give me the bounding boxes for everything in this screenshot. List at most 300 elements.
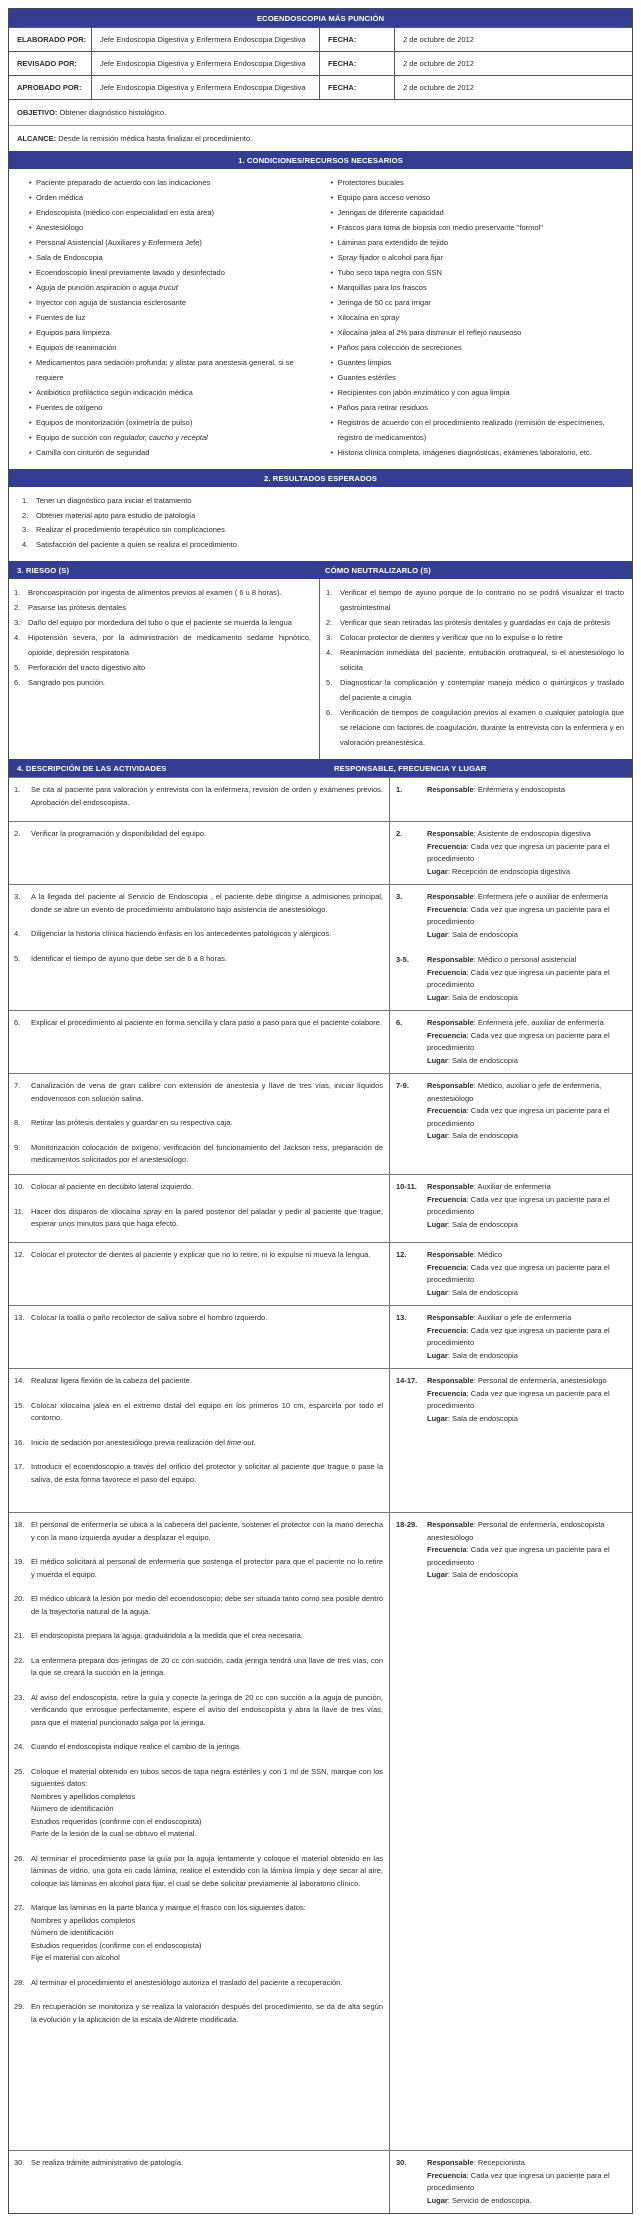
responsible-line-label: Lugar <box>427 866 448 876</box>
activity-cell <box>9 1513 389 2150</box>
result-item <box>22 523 622 538</box>
activity-item <box>14 1142 383 1167</box>
resource-item-text: Paciente preparado de acuerdo con las indicaciones <box>36 178 211 187</box>
bullet-icon: • <box>29 448 32 457</box>
resource-item-text: Equipo de succión con regulador, caucho y receptal <box>36 433 208 442</box>
neutralize-number: 6. <box>326 708 333 718</box>
responsible-line-text: : Sala de endoscopia <box>447 1219 518 1229</box>
responsible-line-text: : Cada vez que ingresa un paciente para el procedimiento <box>427 904 610 927</box>
activity-text: Realizar ligera flexión de la cabeza del paciente. <box>31 1376 192 1386</box>
risk-item <box>14 660 311 675</box>
responsible-line-text: : Enfermera jefe o auxiliar de enfermería <box>473 892 608 902</box>
role-label: REVISADO POR: <box>17 59 78 68</box>
resource-item <box>331 370 625 385</box>
responsible-cell <box>389 1306 632 1368</box>
bullet-icon: • <box>330 223 334 232</box>
bullet-icon: • <box>29 238 32 247</box>
responsible-cell <box>389 1175 632 1242</box>
responsible-line-label: Responsable <box>427 1081 474 1091</box>
resource-item <box>331 400 625 415</box>
responsible-line <box>427 1080 628 1105</box>
resource-item <box>331 175 625 190</box>
resource-item-text: Paños para retirar residuos <box>337 403 428 412</box>
resource-item <box>29 250 313 265</box>
activity-number: 19. <box>14 1557 25 1567</box>
activity-number: 2. <box>14 829 21 839</box>
responsible-block <box>396 1017 628 1067</box>
resource-item-text: Guantes limpios <box>337 358 392 367</box>
section-1-header: 1. CONDICIONES/RECURSOS NECESARIOS <box>9 151 632 169</box>
responsible-number: 6. <box>396 1018 403 1028</box>
responsible-line-label: Frecuencia <box>427 967 467 977</box>
responsible-line-text: : Sala de endoscopia <box>447 1413 518 1423</box>
neutralize-item <box>326 630 624 645</box>
activity-text: Al aviso del endoscopista, retire la guía y conecte la jeringa de 20 cc con succión a la aguja de punción, verificando que enrosque perfectamente, espere el aviso del endoscopista y abra la llave de tres vías, para que el material puncionado salga por la jeringa. <box>31 1692 383 1727</box>
responsible-line-label: Responsable <box>427 785 474 795</box>
result-number: 1. <box>22 496 29 505</box>
responsible-line <box>427 866 628 879</box>
resource-item <box>331 310 625 325</box>
responsible-line <box>427 1219 628 1232</box>
activity-number: 3. <box>14 892 21 902</box>
objetivo-text: Obtener diagnóstico histológico. <box>59 108 167 117</box>
activity-text: Retirar las prótesis dentales y guardar en su respectiva caja. <box>31 1118 233 1128</box>
neutralize-text: Verificación de tiempos de coagulación previos al examen o cualquier patología que se relacione con factores de coagulación, durante la entrevista con la enfermera y en valoración preanestésica. <box>340 708 624 748</box>
bullet-icon: • <box>29 418 32 427</box>
responsible-line <box>427 1388 628 1413</box>
activity-number: 12. <box>14 1250 25 1260</box>
responsible-line <box>427 841 628 866</box>
resource-item-text: Antibiótico profiláctico según indicación médica <box>36 388 193 397</box>
bullet-icon: • <box>29 358 32 367</box>
activity-number: 23. <box>14 1692 25 1702</box>
bullet-icon: • <box>330 208 334 217</box>
activity-row <box>9 1368 632 1512</box>
responsible-line-text: : Cada vez que ingresa un paciente para el procedimiento <box>427 967 610 990</box>
resource-item <box>331 265 625 280</box>
activity-text: Identificar el tiempo de ayuno que debe ser de 6 a 8 horas. <box>31 953 227 963</box>
responsible-line-text: : Enfermera y endoscopista <box>473 785 565 795</box>
activity-number: 27. <box>14 1903 25 1913</box>
responsible-line <box>427 1249 628 1262</box>
activity-item <box>14 1080 383 1105</box>
activity-number: 30. <box>14 2158 25 2168</box>
responsible-line-label: Lugar <box>427 1131 448 1141</box>
resource-item-text: Endoscopista (médico con especialidad en esta área) <box>36 208 215 217</box>
responsible-line-label: Frecuencia <box>427 1030 467 1040</box>
resource-item-text: Fuentes de luz <box>36 313 86 322</box>
activity-item <box>14 1741 383 1754</box>
resource-item-text: Historia clínica completa, imágenes diagnósticas, exámenes laboratorio, etc. <box>337 448 592 457</box>
approval-row <box>9 75 632 99</box>
activity-number: 1. <box>14 785 21 795</box>
bullet-icon: • <box>29 343 32 352</box>
responsible-line-label: Responsable <box>427 892 474 902</box>
responsible-line-label: Responsable <box>427 1376 474 1386</box>
activity-number: 22. <box>14 1655 25 1665</box>
responsible-line-label: Frecuencia <box>427 841 467 851</box>
fecha-value: 2 de octubre de 2012 <box>394 28 632 51</box>
risk-item <box>14 615 311 630</box>
activity-item <box>14 1655 383 1680</box>
responsible-line <box>427 992 628 1005</box>
resource-item-text: Equipos para limpieza <box>36 328 110 337</box>
responsible-line-label: Responsable <box>427 1018 474 1028</box>
resources-right-list <box>321 175 633 460</box>
activity-item <box>14 1249 383 1262</box>
activity-cell <box>9 1369 389 1512</box>
responsible-block <box>396 1080 628 1143</box>
responsible-number: 13. <box>396 1313 407 1323</box>
section-3-header <box>9 561 632 579</box>
activity-row <box>9 1305 632 1368</box>
activity-text: La enfermera prepara dos jeringas de 20 cc con succión, cada jeringa tendrá una llave de tres vías, con la que se creará la succión en la jeringa. <box>31 1655 383 1678</box>
activities-table <box>9 777 632 2213</box>
resource-item <box>331 280 625 295</box>
resource-item-text: Tubo seco tapa negra con SSN <box>337 268 442 277</box>
responsible-line <box>427 1130 628 1143</box>
responsible-line-text: : Cada vez que ingresa un paciente para el procedimiento <box>427 2170 610 2193</box>
activity-cell <box>9 885 389 1010</box>
responsible-line-label: Lugar <box>427 1413 448 1423</box>
responsible-title: RESPONSABLE, FRECUENCIA Y LUGAR <box>334 763 487 773</box>
fecha-label: FECHA: <box>319 28 394 51</box>
alcance-label: ALCANCE: <box>17 134 57 143</box>
resource-item <box>29 355 313 385</box>
responsible-line <box>427 2195 628 2208</box>
activity-item <box>14 1312 383 1325</box>
responsible-line <box>427 929 628 942</box>
activity-row <box>9 1242 632 1305</box>
activity-text: El endoscopista prepara la aguja, graduándola a la medida que el crea necesaria. <box>31 1631 303 1641</box>
section-4-header <box>9 759 632 777</box>
responsible-line-label: Lugar <box>427 1570 448 1580</box>
procedure-document <box>8 8 633 2214</box>
resource-item <box>331 250 625 265</box>
responsible-block <box>396 1312 628 1362</box>
responsible-line <box>427 1544 628 1569</box>
responsible-line <box>427 1413 628 1426</box>
activity-row <box>9 1174 632 1242</box>
neutralize-item <box>326 645 624 675</box>
responsible-line-label: Responsable <box>427 829 474 839</box>
resource-item <box>29 280 313 295</box>
bullet-icon: • <box>29 313 32 322</box>
activity-text: Inicio de sedación por anestesiólogo previa realización del time out. <box>31 1437 256 1447</box>
responsible-line-text: : Sala de endoscopia <box>447 929 518 939</box>
responsible-block <box>396 1375 628 1425</box>
risk-number: 3. <box>14 618 21 628</box>
activity-text: Colocar xilocaína jalea en el extremo distal del equipo en los primeros 10 cm, esparcirla por todo el contorno. <box>31 1400 383 1423</box>
resource-item <box>29 205 313 220</box>
responsible-line <box>427 2170 628 2195</box>
bullet-icon: • <box>29 328 32 337</box>
neutralize-item <box>326 675 624 705</box>
resource-item <box>29 220 313 235</box>
neutralize-text: Diagnosticar la complicación y contemplar manejo médico o quirúrgicos y traslado del paciente a cirugía <box>340 678 624 703</box>
resource-item-text: Fuentes de oxígeno <box>36 403 103 412</box>
responsible-line-text: : Cada vez que ingresa un paciente para el procedimiento <box>427 841 610 864</box>
responsible-line-text: : Sala de endoscopia <box>447 1055 518 1065</box>
bullet-icon: • <box>330 403 334 412</box>
responsible-line-text: : Cada vez que ingresa un paciente para el procedimiento <box>427 1106 610 1128</box>
activity-text: Coloque el material obtenido en tubos secos de tapa negra estériles y con 1 ml de SSN, marque con los siguientes datos: Nombres y apellidos completos Número de identificación Estudios requeridos (confirme con el endoscopista) Parte de la lesión de la cual se obtuvo el material. <box>31 1766 383 1839</box>
neutralize-text: Colocar protector de dientes y verificar que no lo expulse o lo retire <box>340 633 563 643</box>
responsible-lines <box>427 1080 628 1143</box>
responsible-line-text: : Médico o personal asistencial <box>473 955 577 965</box>
responsible-number: 30. <box>396 2158 407 2168</box>
activity-text: Colocar al paciente en decúbito lateral izquierdo. <box>31 1182 194 1192</box>
bullet-icon: • <box>330 328 334 337</box>
activity-row <box>9 1512 632 2150</box>
resource-item-text: Medicamentos para sedación profunda; y alistar para anestesia general, si se requiere <box>36 358 294 382</box>
resource-item <box>29 310 313 325</box>
activity-text: Diligenciar la historia clínica haciendo énfasis en los antecedentes patológicos y alérgicos. <box>31 929 332 939</box>
activity-number: 10. <box>14 1182 25 1192</box>
resource-item <box>29 415 313 430</box>
responsible-line <box>427 891 628 904</box>
responsible-line-label: Frecuencia <box>427 1262 467 1272</box>
neutralize-text: Reanimación inmediata del paciente, entubación orotraqueal, si el anestesiólogo lo solicita <box>340 648 624 673</box>
responsible-line <box>427 1105 628 1130</box>
responsible-line <box>427 1312 628 1325</box>
responsible-line <box>427 967 628 992</box>
responsible-number: 3. <box>396 892 403 902</box>
activity-item <box>14 1556 383 1581</box>
responsible-lines <box>427 828 628 878</box>
result-item <box>22 494 622 509</box>
resource-item <box>29 190 313 205</box>
activity-text: Marque las laminas en la parte blanca y marque el frasco con los siguientes datos: Nombres y apellidos completos Número de identificación Estudios requeridos (confirme con el endoscopista) Fije el material con alcohol <box>31 1903 306 1963</box>
activity-cell <box>9 2151 389 2213</box>
resource-item <box>29 430 313 445</box>
activity-row <box>9 884 632 1010</box>
activity-row <box>9 1010 632 1073</box>
responsible-line-label: Frecuencia <box>427 2170 467 2180</box>
responsible-cell <box>389 1243 632 1305</box>
bullet-icon: • <box>330 178 334 187</box>
responsible-number: 12. <box>396 1250 407 1260</box>
activity-number: 20. <box>14 1594 25 1604</box>
risk-number: 2. <box>14 603 21 613</box>
responsible-line-text: : Sala de endoscopia <box>447 1570 518 1580</box>
responsible-line-text: : Sala de endoscopia <box>447 1131 518 1141</box>
neutralize-number: 4. <box>326 648 333 658</box>
neutralize-number: 1. <box>326 588 333 598</box>
responsible-line <box>427 904 628 929</box>
responsible-block <box>396 2157 628 2207</box>
responsible-cell <box>389 1369 632 1512</box>
bullet-icon: • <box>330 448 334 457</box>
activity-text: El médico solicitará al personal de enfermería que sostenga el protector para que el paciente no lo retire y muerda el equipo. <box>31 1557 383 1579</box>
resource-item-text: Marquillas para los frascos <box>337 283 427 292</box>
activity-text: Se cita al paciente para valoración y entrevista con la enfermera, revisión de orden y exámenes previos. Aprobación del endoscopista. <box>31 785 383 807</box>
responsible-block <box>396 828 628 878</box>
risks-list <box>9 579 319 759</box>
responsible-line <box>427 1325 628 1350</box>
responsible-line-text: : Cada vez que ingresa un paciente para el procedimiento <box>427 1388 610 1411</box>
result-item <box>22 509 622 524</box>
responsible-line-label: Responsable <box>427 1182 474 1192</box>
risk-item <box>14 600 311 615</box>
responsible-cell <box>389 778 632 821</box>
activity-number: 13. <box>14 1313 25 1323</box>
neutralize-item <box>326 585 624 615</box>
resource-item-text: Orden médica <box>36 193 84 202</box>
responsible-line-text: : Cada vez que ingresa un paciente para el procedimiento <box>427 1545 610 1567</box>
bullet-icon: • <box>29 253 32 262</box>
risk-text: Perforación del tracto digestivo alto <box>28 663 146 673</box>
resource-item-text: Ecoendoscopio lineal previamente lavado y desinfectado <box>36 268 225 277</box>
activity-item <box>14 891 383 916</box>
responsible-lines <box>427 2157 628 2207</box>
responsible-number: 14-17. <box>396 1376 418 1386</box>
risks-title: 3. RIESGO (S) <box>17 565 70 575</box>
resource-item-text: Anestesiólogo <box>36 223 84 232</box>
resource-item <box>331 220 625 235</box>
activity-item <box>14 1519 383 1544</box>
approval-row <box>9 27 632 51</box>
resource-item-text: Inyector con aguja de sustancia esclerosante <box>36 298 187 307</box>
activity-text: Introducir el ecoendoscopio a través del orificio del protector y solicitar al paciente que trague o pase la saliva, de esta forma favorece el paso del equipo. <box>31 1462 383 1484</box>
activity-item <box>14 1593 383 1618</box>
resource-item-text: Jeringa de 50 cc para irrigar <box>337 298 431 307</box>
bullet-icon: • <box>330 298 334 307</box>
resource-item-text: Recipientes con jabón enzimático y con agua limpia <box>337 388 510 397</box>
bullet-icon: • <box>29 193 32 202</box>
activity-item <box>14 1437 383 1450</box>
responsible-line-text: : Servicio de endoscopia. <box>447 2195 532 2205</box>
neutralize-list <box>319 579 632 759</box>
activity-item <box>14 1461 383 1486</box>
resource-item <box>331 385 625 400</box>
activity-row <box>9 821 632 884</box>
bullet-icon: • <box>29 388 32 397</box>
activity-number: 4. <box>14 929 21 939</box>
result-text: Obtener material apto para estudio de patología <box>36 510 196 520</box>
activity-item <box>14 928 383 941</box>
fecha-value: 2 de octubre de 2012 <box>394 52 632 75</box>
activity-text: El personal de enfermería se ubica a la cabecera del paciente, sostener el protector con la mano derecha y con la mano izquierda ayudar a desplazar el equipo, <box>31 1520 383 1542</box>
bullet-icon: • <box>330 268 334 277</box>
activity-text: Hacer dos disparos de xilocaína spray en la pared posterior del paladar y pedir al paciente que trague, esperar unos minutos para que haga efecto. <box>31 1206 383 1229</box>
risk-item <box>14 585 311 600</box>
responsible-number: 18-29. <box>396 1520 418 1530</box>
responsible-cell <box>389 1011 632 1073</box>
activity-text: Colocar la toalla o paño recolector de saliva sobre el hombro izquierdo. <box>31 1313 268 1323</box>
activity-item <box>14 1400 383 1425</box>
activity-number: 15. <box>14 1400 25 1410</box>
bullet-icon: • <box>330 373 334 382</box>
bullet-icon: • <box>29 283 32 292</box>
activity-item <box>14 1853 383 1891</box>
resource-item-text: Spray fijador o alcohol para fijar <box>337 253 443 262</box>
alcance-text: Desde la remisión médica hasta finalizar el procedimiento. <box>58 134 253 143</box>
responsible-line-text: : Asistente de endoscopia digestiva <box>473 829 591 839</box>
responsible-line-label: Lugar <box>427 1350 448 1360</box>
responsible-line-text: : Cada vez que ingresa un paciente para el procedimiento <box>427 1325 610 1348</box>
activity-number: 25. <box>14 1766 25 1776</box>
responsible-lines <box>427 1181 628 1231</box>
responsible-lines <box>427 1017 628 1067</box>
responsible-line-label: Frecuencia <box>427 1388 467 1398</box>
responsible-number: 3-5. <box>396 955 409 965</box>
activity-cell <box>9 1011 389 1073</box>
risk-text: Pasarse las prótesis dentales <box>28 603 126 613</box>
activity-number: 16. <box>14 1437 25 1447</box>
responsible-number: 2. <box>396 829 403 839</box>
resource-item <box>331 415 625 445</box>
activity-text: Colocar el protector de dientes al paciente y explicar que no lo retire, ni lo expulse ni mueva la lengua. <box>31 1250 371 1260</box>
resource-item <box>29 265 313 280</box>
bullet-icon: • <box>29 298 32 307</box>
responsible-line-text: : Cada vez que ingresa un paciente para el procedimiento <box>427 1194 610 1217</box>
risk-number: 6. <box>14 678 21 688</box>
resources-section <box>9 169 632 469</box>
bullet-icon: • <box>330 238 334 247</box>
approval-table <box>9 27 632 99</box>
responsible-line-text: : Recepción de endoscopia digestiva <box>447 866 571 876</box>
activity-text: Cuando el endoscopista indique realice el cambio de la jeringa. <box>31 1742 242 1752</box>
responsible-line <box>427 1030 628 1055</box>
risk-item <box>14 630 311 660</box>
responsible-lines <box>427 1375 628 1425</box>
responsible-lines <box>427 891 628 941</box>
activity-cell <box>9 1243 389 1305</box>
role-value: Jefe Endoscopia Digestiva y Enfermera Endoscopia Digestiva <box>91 28 319 51</box>
responsible-line-text: : Cada vez que ingresa un paciente para el procedimiento <box>427 1030 610 1053</box>
activity-number: 14. <box>14 1376 25 1386</box>
responsible-line-text: : Personal de enfermería, anestesiólogo <box>473 1376 607 1386</box>
resource-item-text: Registros de acuerdo con el procedimiento realizado (remisión de especímenes, registro de medicamentos) <box>337 418 605 442</box>
activity-cell <box>9 1175 389 1242</box>
resource-item-text: Equipos de monitorización (oximetría de pulso) <box>36 418 193 427</box>
responsible-line-text: : Sala de endoscopia <box>447 1287 518 1297</box>
bullet-icon: • <box>29 268 32 277</box>
bullet-icon: • <box>330 343 334 352</box>
resource-item <box>29 340 313 355</box>
responsible-line <box>427 1017 628 1030</box>
bullet-icon: • <box>330 283 334 292</box>
responsible-line-label: Frecuencia <box>427 904 467 914</box>
activity-text: Canalización de vena de gran calibre con extensión de anestesia y llave de tres vías, iniciar líquidos endovenosos con solución salina. <box>31 1081 383 1103</box>
activity-row <box>9 777 632 821</box>
activity-number: 24. <box>14 1742 25 1752</box>
bullet-icon: • <box>330 358 334 367</box>
activity-text: A la llegada del paciente al Servicio de Endoscopia , el paciente debe dirigirse a admisiones principal, donde se abre un evento de procedimiento ambulatorio bajo asistencia de anestesiólogo. <box>31 892 383 914</box>
responsible-line <box>427 1350 628 1363</box>
activities-title: 4. DESCRIPCIÓN DE LAS ACTIVIDADES <box>17 763 167 773</box>
neutralize-title: CÓMO NEUTRALIZARLO (S) <box>325 565 431 575</box>
resource-item-text: Protectores bucales <box>337 178 404 187</box>
responsible-line <box>427 1375 628 1388</box>
responsible-line-text: : Recepcionista <box>473 2158 525 2168</box>
result-number: 3. <box>22 525 29 535</box>
risk-text: Daño del equipo por mordedura del tubo o que el paciente se muerda la lengua <box>28 618 292 628</box>
neutralize-text: Verificar el tiempo de ayuno porque de lo contrario no se podrá visualizar el tracto gastrointestinal <box>340 588 624 613</box>
activity-cell <box>9 1074 389 1174</box>
resource-item-text: Aguja de punción aspiración o aguja trucut <box>36 283 178 292</box>
activity-number: 28. <box>14 1977 25 1987</box>
fecha-value: 2 de octubre de 2012 <box>394 76 632 99</box>
risk-number: 4. <box>14 633 21 643</box>
responsible-cell <box>389 1513 632 2150</box>
activity-text: Monitorización colocación de oxígeno, verificación del funcionamiento del Jackson ress, preparación de medicamentos solicitados por el anestesiólogo. <box>31 1142 383 1165</box>
resource-item <box>331 325 625 340</box>
responsible-line-label: Frecuencia <box>427 1106 467 1116</box>
activity-cell <box>9 822 389 884</box>
bullet-icon: • <box>29 403 32 412</box>
